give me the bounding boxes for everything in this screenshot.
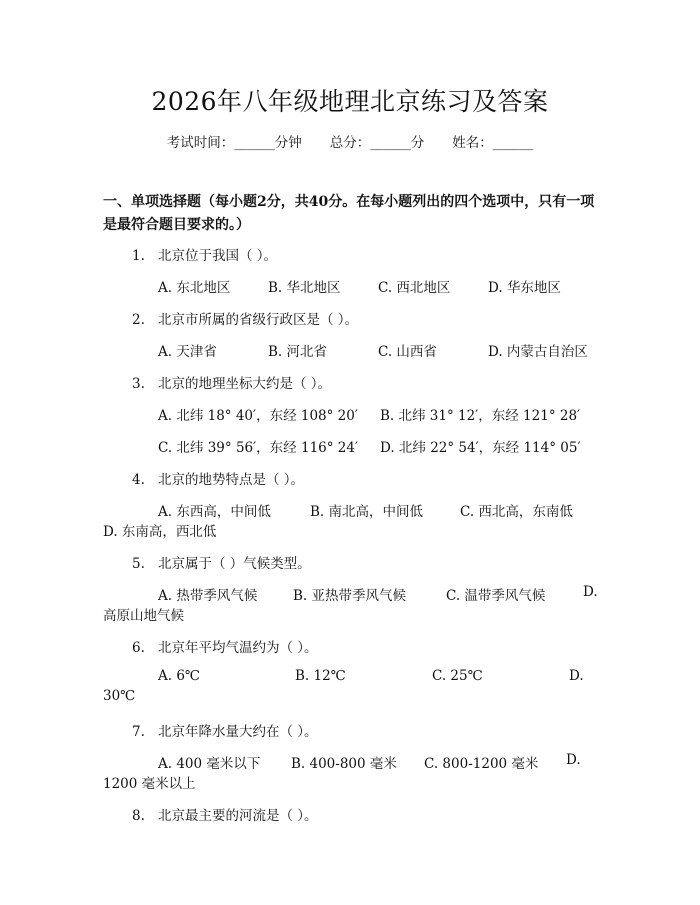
- question-5: [132, 552, 311, 572]
- option-d-text: 高原山地气候: [103, 608, 184, 624]
- option-d: D.: [569, 668, 584, 684]
- option-d-text: 30℃: [103, 688, 136, 704]
- question-number: 2.: [132, 312, 145, 328]
- question-number: 4.: [132, 472, 145, 488]
- option-b: B. 12℃: [295, 668, 346, 684]
- section-header: 一、单项选择题（每小题2分，共40分。在每小题列出的四个选项中，只有一项是最符合题目要求的。）: [103, 194, 595, 233]
- option-c: C. 800-1200 毫米: [424, 756, 539, 772]
- question-text: 北京位于我国（ ）。: [158, 248, 278, 264]
- option-d: D. 东南高，西北低: [103, 524, 217, 540]
- question-7: [132, 720, 318, 740]
- option-c: C. 山西省: [378, 344, 437, 360]
- option-a: A. 热带季风气候: [158, 588, 258, 604]
- option-a: A. 6℃: [158, 668, 201, 684]
- option-a: A. 东北地区: [158, 280, 231, 296]
- option-b: B. 400-800 毫米: [291, 756, 397, 772]
- question-2: [132, 308, 358, 328]
- question-text: 北京年平均气温约为（ ）。: [158, 640, 318, 656]
- option-c: C. 西北地区: [378, 280, 451, 296]
- question-text: 北京的地势特点是（ ）。: [158, 472, 305, 488]
- option-a: A. 天津省: [158, 344, 217, 360]
- option-c: C. 西北高，东南低: [460, 504, 573, 520]
- question-number: 8.: [132, 808, 145, 824]
- option-d: D. 北纬 22° 54′，东经 114° 05′: [380, 440, 581, 456]
- option-a: A. 北纬 18° 40′，东经 108° 20′: [158, 408, 358, 424]
- option-d: D.: [583, 584, 598, 600]
- exam-score: 总分：______分: [329, 135, 425, 151]
- page-title: 2026年八年级地理北京练习及答案: [151, 87, 549, 116]
- option-b: B. 北纬 31° 12′，东经 121° 28′: [380, 408, 581, 424]
- option-d: D. 华东地区: [488, 280, 561, 296]
- option-c: C. 北纬 39° 56′，东经 116° 24′: [158, 440, 359, 456]
- question-text: 北京市所属的省级行政区是（ ）。: [158, 312, 359, 328]
- option-a: A. 东西高，中间低: [158, 504, 271, 520]
- option-c: C. 温带季风气候: [446, 588, 546, 604]
- question-8: [132, 804, 318, 824]
- question-4: [132, 468, 304, 488]
- question-6: [132, 636, 318, 656]
- question-number: 6.: [132, 640, 145, 656]
- question-text: 北京年降水量大约在（ ）。: [158, 724, 318, 740]
- option-a: A. 400 毫米以下: [158, 756, 261, 772]
- question-number: 7.: [132, 724, 145, 740]
- exam-meta: [0, 131, 700, 151]
- question-text: 北京属于（ ）气候类型。: [158, 556, 311, 572]
- exam-time: 考试时间：______分钟: [166, 135, 302, 151]
- student-name: 姓名：______: [452, 135, 534, 151]
- question-text: 北京的地理坐标大约是（ ）。: [158, 376, 332, 392]
- option-d: D.: [566, 752, 581, 768]
- option-b: B. 华北地区: [268, 280, 341, 296]
- question-number: 3.: [132, 376, 145, 392]
- option-b: B. 河北省: [268, 344, 328, 360]
- option-b: B. 南北高，中间低: [310, 504, 424, 520]
- option-c: C. 25℃: [432, 668, 483, 684]
- option-b: B. 亚热带季风气候: [293, 588, 407, 604]
- question-number: 5.: [132, 556, 145, 572]
- option-d: D. 内蒙古自治区: [488, 344, 588, 360]
- question-1: [132, 244, 277, 264]
- question-3: [132, 372, 331, 392]
- question-number: 1.: [132, 248, 145, 264]
- question-text: 北京最主要的河流是（ ）。: [158, 808, 318, 824]
- option-d-text: 1200 毫米以上: [103, 776, 196, 792]
